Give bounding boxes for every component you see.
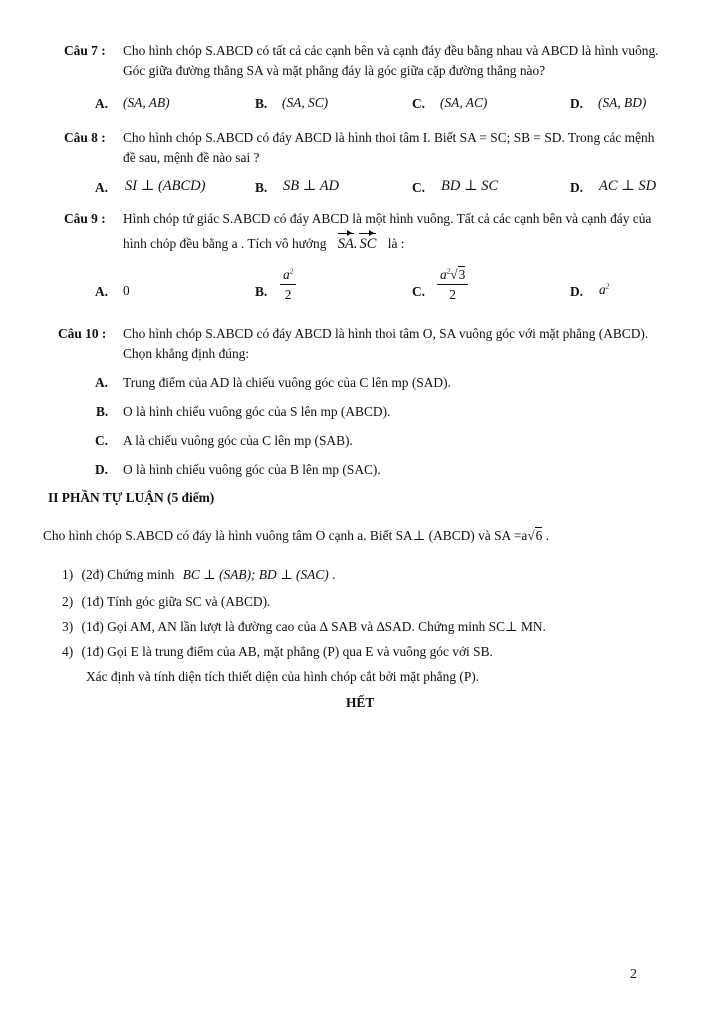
task-3	[62, 619, 546, 635]
q10-option-c: A là chiếu vuông góc của C lên mp (SAB).	[123, 433, 353, 448]
question-9-label: Câu 9 :	[64, 211, 106, 226]
q7-option-c: (SA, AC)	[440, 95, 488, 110]
task-4-text: (1đ) Gọi E là trung điểm của AB, mặt phẳng (P) qua E và vuông góc với SB.	[81, 644, 493, 659]
q10-option-b: O là hình chiếu vuông góc của S lên mp (ABCD).	[123, 404, 391, 419]
task-2-text: (1đ) Tính góc giữa SC và (ABCD).	[81, 594, 271, 609]
q8-option-b-label: B.	[255, 180, 268, 195]
q9-option-a-label: A.	[95, 284, 109, 299]
q8-option-b: SB ⊥ AD	[283, 178, 340, 194]
question-9-text-line1: Hình chóp tứ giác S.ABCD có đáy ABCD là một hình vuông. Tất cả các cạnh bên và cạnh đáy của	[123, 211, 652, 226]
section-2-title: II PHẦN TỰ LUẬN (5 điểm)	[48, 490, 215, 505]
q7-option-b: (SA, SC)	[282, 95, 329, 110]
task-1-text: (2đ) Chứng minh	[81, 567, 175, 582]
question-7-label: Câu 7 :	[64, 43, 106, 58]
q8-option-a: SI ⊥ (ABCD)	[125, 178, 206, 194]
q9-option-c-numerator: $a^2√3$	[437, 267, 468, 285]
task-1-number: 1)	[62, 567, 74, 582]
q9-option-b-fraction	[280, 267, 296, 303]
q10-option-c-label: C.	[95, 433, 109, 448]
q7-option-c-label: C.	[412, 96, 426, 111]
q9-option-d-label: D.	[570, 284, 584, 299]
q9-option-c-denominator: 2	[449, 287, 456, 302]
question-10-text-line1: Cho hình chóp S.ABCD có đáy ABCD là hình thoi tâm O, SA vuông góc với mặt phẳng (ABCD).	[123, 326, 649, 341]
q7-option-d: (SA, BD)	[598, 95, 647, 110]
q9-option-d: $a^2$	[599, 282, 610, 297]
q9-option-b-label: B.	[255, 284, 268, 299]
page-number: 2	[630, 967, 637, 982]
question-9-text-line2-pre: hình chóp đều bằng a . Tích vô hướng	[123, 236, 327, 251]
q9-option-b-numerator: $a^2$	[280, 267, 296, 285]
task-3-text: (1đ) Gọi AM, AN lần lượt là đường cao của ∆ SAB và ∆SAD. Chứng minh SC⊥ MN.	[81, 619, 546, 634]
q10-option-b-label: B.	[96, 404, 109, 419]
question-8-label: Câu 8 :	[64, 130, 106, 145]
q10-option-a: Trung điểm của AD là chiếu vuông góc của C lên mp (SAD).	[123, 375, 451, 390]
task-2-number: 2)	[62, 594, 74, 609]
q7-option-a: (SA, AB)	[123, 95, 170, 110]
q9-option-c-fraction	[437, 267, 468, 303]
q9-option-b-denominator: 2	[284, 287, 292, 302]
task-2	[62, 594, 270, 610]
dot-product-expression: SA. SC	[337, 236, 377, 252]
q10-option-d-label: D.	[95, 462, 109, 477]
q7-option-a-label: A.	[95, 96, 109, 111]
question-7-text-line2: Góc giữa đường thẳng SA và mặt phẳng đáy là góc giữa cặp đường thẳng nào?	[123, 63, 546, 78]
question-10-text-line2: Chọn khẳng định đúng:	[123, 346, 250, 361]
question-10-label: Câu 10 :	[58, 326, 107, 341]
q8-option-d-label: D.	[570, 180, 584, 195]
question-9-text-line2-post: là :	[387, 236, 405, 251]
vector-sa: SA	[337, 236, 354, 252]
question-8-text-line1: Cho hình chóp S.ABCD có đáy ABCD là hình thoi tâm I. Biết SA = SC; SB = SD. Trong các mệnh	[123, 130, 655, 145]
q7-option-d-label: D.	[570, 96, 584, 111]
task-3-number: 3)	[62, 619, 74, 634]
task-1: 1) (2đ) Chứng minh BC ⊥ (SAB); BD ⊥ (SAC) .	[62, 567, 336, 582]
task-1-math: BC ⊥ (SAB); BD ⊥ (SAC)	[182, 567, 329, 582]
question-9-text-line2	[123, 236, 405, 253]
end-marker: HẾT	[346, 695, 375, 710]
q10-option-d: O là hình chiếu vuông góc của B lên mp (SAC).	[123, 462, 381, 477]
vector-sc: SC	[359, 236, 377, 252]
task-4-number: 4)	[62, 644, 74, 659]
q8-option-c-label: C.	[412, 180, 426, 195]
task-4-continuation: Xác định và tính diện tích thiết diện của hình chóp cắt bởi mặt phẳng (P).	[86, 669, 480, 684]
q8-option-d: AC ⊥ SD	[599, 178, 657, 194]
task-4	[62, 644, 493, 660]
q9-option-a: 0	[123, 283, 130, 298]
question-7-text-line1: Cho hình chóp S.ABCD có tất cả các cạnh bên và cạnh đáy đều bằng nhau và ABCD là hình vuông.	[123, 43, 659, 58]
q8-option-a-label: A.	[95, 180, 109, 195]
q9-option-c-label: C.	[412, 284, 426, 299]
question-8-text-line2: đề sau, mệnh đề nào sai ?	[123, 150, 260, 165]
q8-option-c: BD ⊥ SC	[441, 178, 499, 194]
section-2-intro: Cho hình chóp S.ABCD có đáy là hình vuông tâm O cạnh a. Biết SA⊥ (ABCD) và SA =a√6 .	[43, 528, 550, 543]
q7-option-b-label: B.	[255, 96, 268, 111]
q10-option-a-label: A.	[95, 375, 109, 390]
